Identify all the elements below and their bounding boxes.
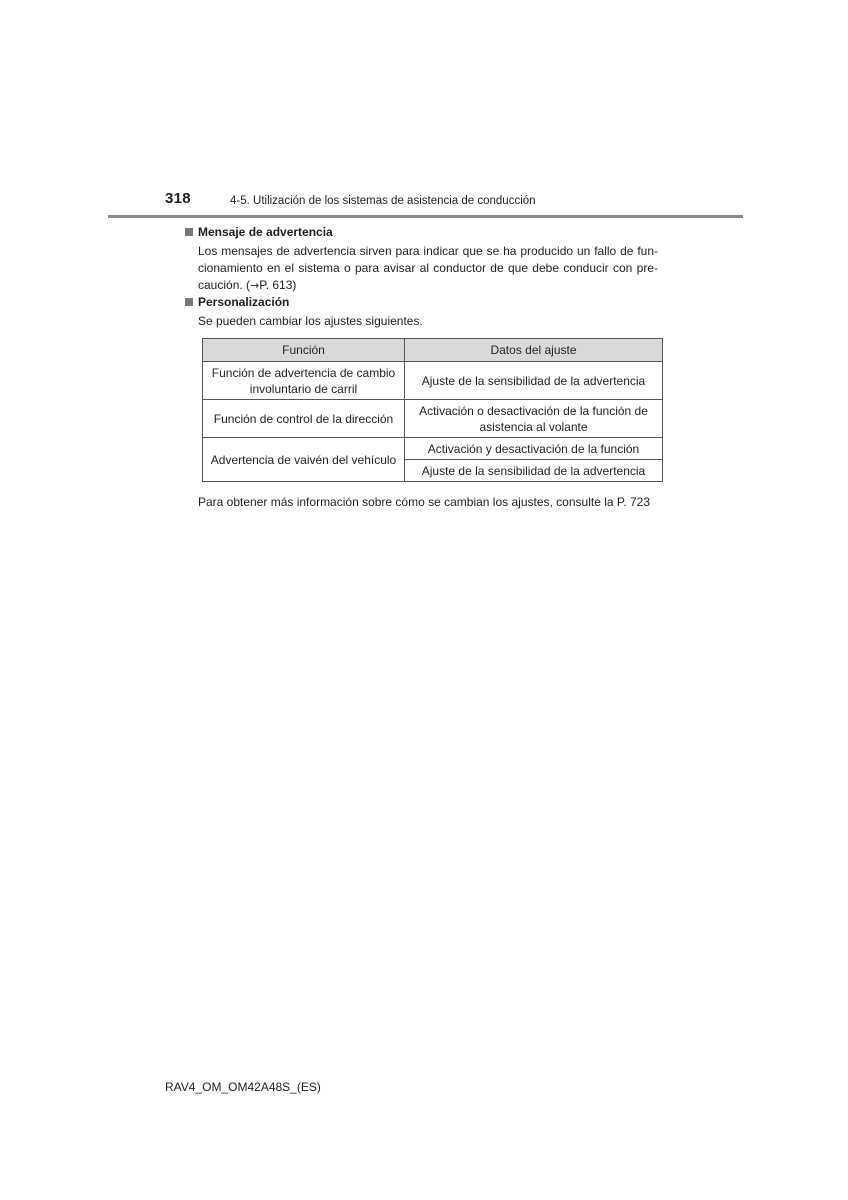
table-cell-setting: Activación y desactivación de la función	[405, 438, 663, 460]
paragraph-line: caución. (→P. 613)	[198, 278, 297, 292]
settings-table	[202, 338, 663, 482]
table-row	[203, 362, 663, 400]
table-cell-function: Función de advertencia de cambio involuntario de carril	[203, 362, 405, 400]
table-cell-setting: Ajuste de la sensibilidad de la advertencia	[405, 362, 663, 400]
square-bullet-icon	[185, 298, 193, 306]
table-row	[203, 438, 663, 460]
header-rule	[108, 215, 743, 218]
paragraph-line: Los mensajes de advertencia sirven para indicar que se ha producido un fallo de fun-	[198, 244, 658, 258]
document-code: RAV4_OM_OM42A48S_(ES)	[165, 1080, 321, 1094]
footnote: Para obtener más información sobre cómo se cambian los ajustes, consulte la P. 723	[198, 495, 651, 509]
table-header-settings: Datos del ajuste	[405, 339, 663, 362]
table-cell-setting: Ajuste de la sensibilidad de la advertencia	[405, 460, 663, 482]
paragraph-line: cionamiento en el sistema o para avisar al conductor de que debe conducir con pre-	[198, 261, 658, 275]
customization-heading	[185, 295, 289, 309]
section-title: 4-5. Utilización de los sistemas de asistencia de conducción	[230, 195, 536, 207]
table-cell-function: Función de control de la dirección	[203, 400, 405, 438]
arrow-icon: →	[250, 279, 260, 292]
square-bullet-icon	[185, 228, 193, 236]
table-cell-setting: Activación o desactivación de la función de asistencia al volante	[405, 400, 663, 438]
page-number: 318	[165, 190, 191, 207]
heading-text: Mensaje de advertencia	[198, 225, 333, 239]
warning-message-heading	[185, 225, 333, 239]
page-reference-link[interactable]: P. 613)	[259, 278, 297, 292]
heading-text: Personalización	[198, 295, 290, 309]
table-row	[203, 400, 663, 438]
table-header-row	[203, 339, 663, 362]
table-cell-function: Advertencia de vaivén del vehículo	[203, 438, 405, 482]
warning-message-paragraph	[198, 243, 658, 294]
table-header-function: Función	[203, 339, 405, 362]
customization-intro: Se pueden cambiar los ajustes siguientes.	[198, 314, 423, 328]
